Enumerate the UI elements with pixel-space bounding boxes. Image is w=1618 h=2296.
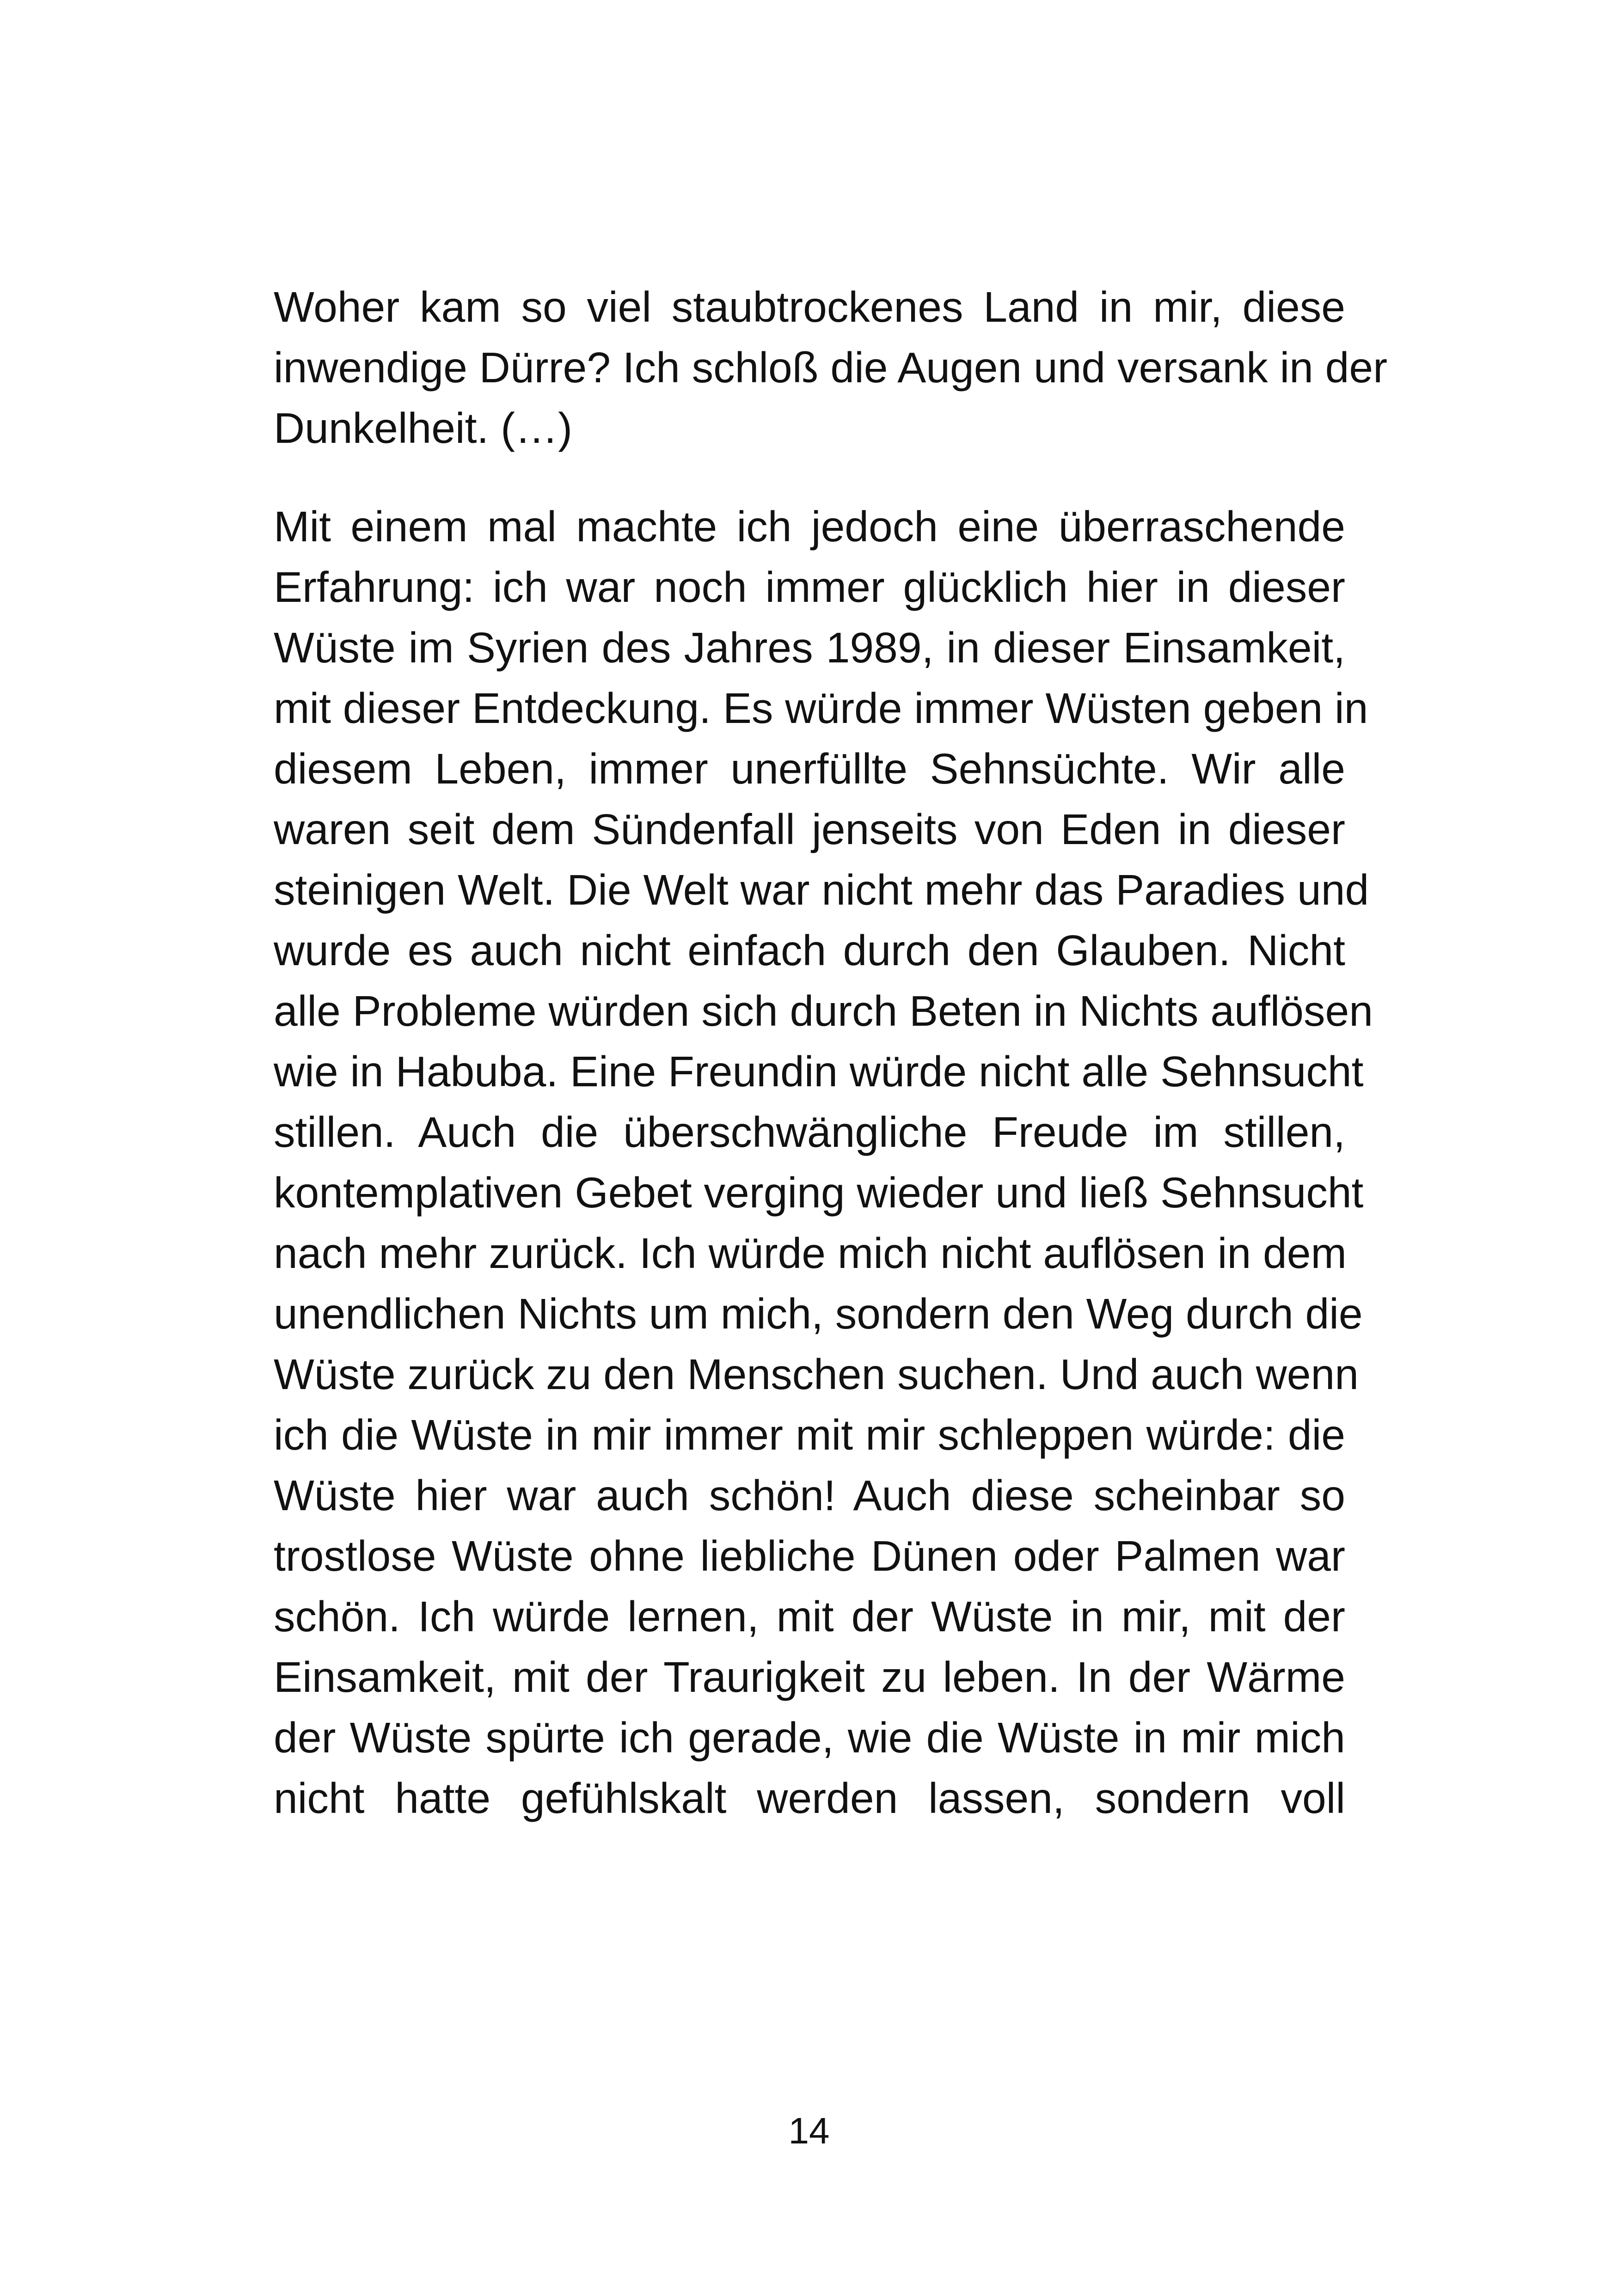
text-line: der Wüste spürte ich gerade, wie die Wüste in mir mich: [274, 1714, 1345, 1762]
text-line: inwendige Dürre? Ich schloß die Augen und versank in der: [274, 343, 1388, 392]
text-line: Dunkelheit. (…): [274, 404, 573, 452]
text-line: diesem Leben, immer unerfüllte Sehnsüchte. Wir alle: [274, 745, 1345, 793]
text-line: Wüste im Syrien des Jahres 1989, in dieser Einsamkeit,: [274, 624, 1345, 672]
text-line: mit dieser Entdeckung. Es würde immer Wüsten geben in: [274, 684, 1368, 732]
paragraph-2: [274, 496, 1373, 1829]
text-line: Mit einem mal machte ich jedoch eine überraschende: [274, 502, 1345, 551]
text-line: Erfahrung: ich war noch immer glücklich hier in dieser: [274, 563, 1345, 611]
page-number: 14: [788, 2110, 830, 2151]
paragraph-1: [274, 277, 1388, 459]
text-line: unendlichen Nichts um mich, sondern den Weg durch die: [274, 1290, 1363, 1338]
text-line: ich die Wüste in mir immer mit mir schleppen würde: die: [274, 1411, 1345, 1459]
text-line: waren seit dem Sündenfall jenseits von Eden in dieser: [274, 805, 1345, 853]
text-line: wurde es auch nicht einfach durch den Glauben. Nicht: [274, 926, 1345, 974]
text-line: Woher kam so viel staubtrockenes Land in mir, diese: [274, 283, 1345, 331]
text-line: Wüste hier war auch schön! Auch diese scheinbar so: [274, 1471, 1345, 1519]
text-line: kontemplativen Gebet verging wieder und ließ Sehnsucht: [274, 1169, 1364, 1217]
text-line: steinigen Welt. Die Welt war nicht mehr das Paradies und: [274, 866, 1369, 914]
text-line: nach mehr zurück. Ich würde mich nicht auflösen in dem: [274, 1229, 1347, 1277]
text-line: alle Probleme würden sich durch Beten in Nichts auflösen: [274, 987, 1373, 1035]
text-line: nicht hatte gefühlskalt werden lassen, sondern voll: [274, 1774, 1345, 1822]
text-line: schön. Ich würde lernen, mit der Wüste in mir, mit der: [274, 1592, 1345, 1641]
text-line: trostlose Wüste ohne liebliche Dünen oder Palmen war: [274, 1532, 1345, 1580]
text-line: wie in Habuba. Eine Freundin würde nicht alle Sehnsucht: [274, 1047, 1364, 1096]
text-line: Einsamkeit, mit der Traurigkeit zu leben. In der Wärme: [274, 1653, 1345, 1701]
text-line: Wüste zurück zu den Menschen suchen. Und auch wenn: [274, 1350, 1359, 1398]
text-line: stillen. Auch die überschwängliche Freude im stillen,: [274, 1108, 1345, 1156]
